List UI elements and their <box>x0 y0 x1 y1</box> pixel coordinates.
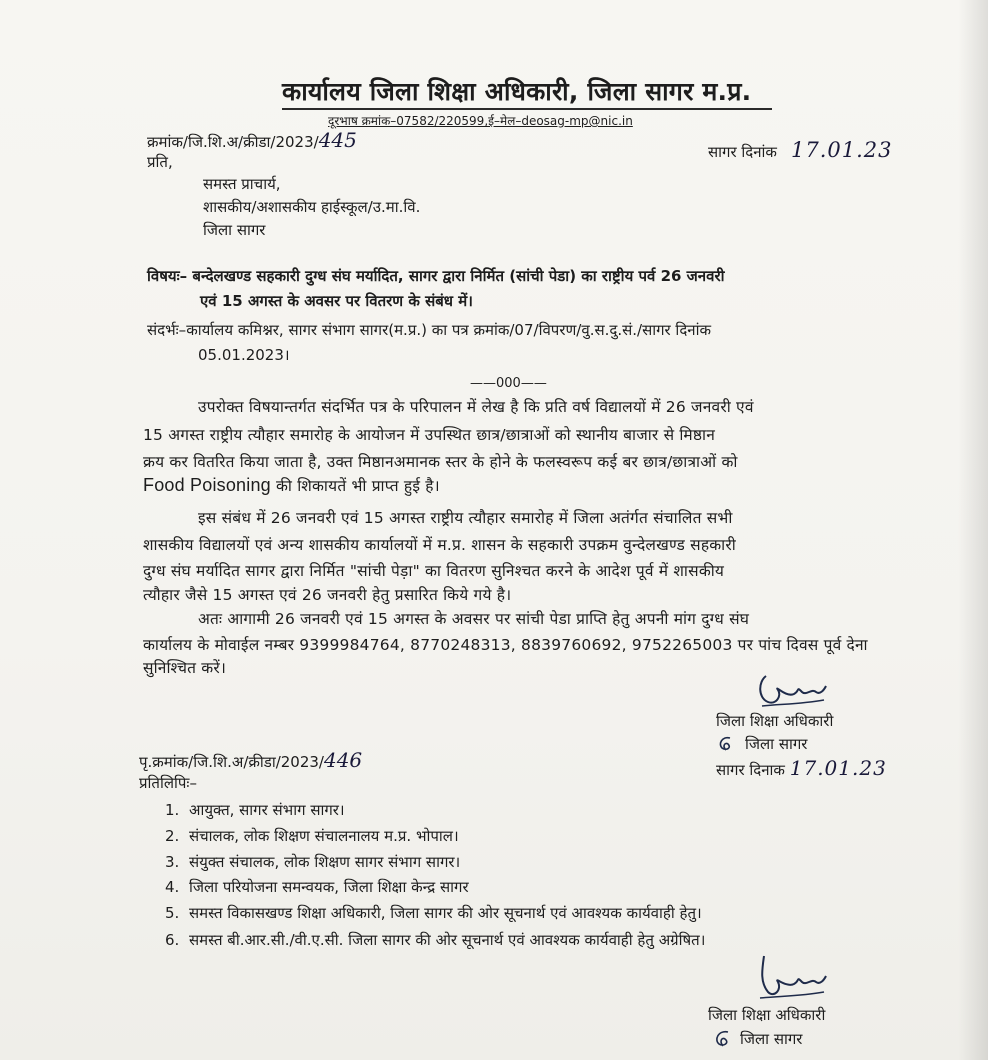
copy-item-num: 2. <box>165 827 180 845</box>
copy-item-text: समस्त बी.आर.सी./वी.ए.सी. जिला सागर की ओर सूचनार्थ एवं आवश्यक कार्यवाही हेतु अग्रेषित। <box>189 931 706 949</box>
para3-line-2: कार्यालय के मोवाईल नम्बर 9399984764, 8770248313, 8839760692, 9752265003 पर पांच दिवस पूर्व देना <box>143 636 868 654</box>
prati-label: प्रति, <box>147 153 173 171</box>
copy-ref-prefix: पृ.क्रमांक/जि.शि.अ/क्रीडा/2023/ <box>139 753 324 771</box>
para1-line-2: 15 अगस्त राष्ट्रीय त्यौहार समारोह के आयोजन में उपस्थित छात्र/छात्राओं को स्थानीय बाजार से मिष्ठान <box>143 426 716 444</box>
subject-line-2: एवं 15 अगस्त के अवसर पर वितरण के संबंध में। <box>200 292 473 310</box>
reference-label: संदर्भः– <box>147 321 187 339</box>
copy-item-num: 5. <box>165 904 180 922</box>
copy-item-1 <box>165 800 345 820</box>
initial-mark-1-icon <box>716 734 736 754</box>
copy-item-text: संयुक्त संचालक, लोक शिक्षण सागर संभाग सागर। <box>189 853 461 871</box>
copy-item-6 <box>165 930 705 950</box>
para3-line-1: अतः आगामी 26 जनवरी एवं 15 अगस्त के अवसर पर सांची पेडा प्राप्ति हेतु अपनी मांग दुग्ध संघ <box>198 610 750 628</box>
para2-line-3: दुग्ध संघ मर्यादित सागर द्वारा निर्मित "सांची पेड़ा" का वितरण सुनिश्चत करने के आदेश पूर्व में शासकीय <box>143 562 725 580</box>
copy-item-text: जिला परियोजना समन्वयक, जिला शिक्षा केन्द्र सागर <box>189 878 469 896</box>
signature-1-district: जिला सागर <box>745 735 808 753</box>
reference-line-2: 05.01.2023। <box>198 346 290 364</box>
subject-label: विषयः– <box>147 267 188 285</box>
signature-2-district: जिला सागर <box>740 1030 803 1048</box>
copy-item-4 <box>165 877 469 897</box>
sig1-date-handwritten: 17.01.23 <box>789 756 887 780</box>
reference-text-1: कार्यालय कमिश्नर, सागर संभाग सागर(म.प्र.) का पत्र क्रमांक/07/विपरण/वु.स.दु.सं./सागर दिनांक <box>186 321 712 339</box>
letter-date <box>708 138 892 162</box>
date-handwritten: 17.01.23 <box>790 138 893 162</box>
addressee-line-3: जिला सागर <box>203 221 266 239</box>
copy-item-text: समस्त विकासखण्ड शिक्षा अधिकारी, जिला सागर की ओर सूचनार्थ एवं आवश्यक कार्यवाही हेतु। <box>189 904 702 922</box>
signature-1-designation: जिला शिक्षा अधिकारी <box>716 712 834 730</box>
copy-item-num: 6. <box>165 931 180 949</box>
copy-item-num: 4. <box>165 878 180 896</box>
signature-1-icon <box>752 668 832 710</box>
food-poisoning-text: Food Poisoning <box>143 475 271 495</box>
para1-end: की शिकायतें भी प्राप्त हुई है। <box>276 477 440 495</box>
subject-text-1: बन्देलखण्ड सहकारी दुग्ध संघ मर्यादित, सागर द्वारा निर्मित (सांची पेडा) का राष्ट्रीय पर्व 26 जनवरी <box>192 267 725 285</box>
copy-item-text: संचालक, लोक शिक्षण संचालनालय म.प्र. भोपाल। <box>189 827 459 845</box>
office-title: कार्यालय जिला शिक्षा अधिकारी, जिला सागर म.प्र. <box>282 77 752 106</box>
para1-line-4 <box>143 474 440 496</box>
addressee-line-1: समस्त प्राचार्य, <box>203 175 281 193</box>
subject-line-1 <box>147 264 724 288</box>
title-underline <box>282 108 772 110</box>
page-edge-shadow <box>958 0 988 1060</box>
ref-number-handwritten: 445 <box>318 128 357 152</box>
reference-line-1 <box>147 318 711 342</box>
date-label: सागर दिनांक <box>708 143 777 161</box>
contact-text: दूरभाष क्रमांक–07582/220599,ई–मेल–deosag-mp@nic.in <box>328 114 633 128</box>
contact-line <box>328 112 633 129</box>
sig1-date-label: सागर दिनाक <box>716 761 785 779</box>
separator: ——000—— <box>470 376 547 391</box>
copy-ref-number-handwritten: 446 <box>323 748 363 772</box>
para1-line-1: उपरोक्त विषयान्तर्गत संदर्भित पत्र के परिपालन में लेख है कि प्रति वर्ष विद्यालयों में 26 जनवरी एवं <box>198 398 754 416</box>
copy-item-text: आयुक्त, सागर संभाग सागर। <box>189 801 345 819</box>
para2-line-1: इस संबंध में 26 जनवरी एवं 15 अगस्त राष्ट्रीय त्यौहार समारोह में जिला अतंर्गत संचालित सभी <box>198 509 733 527</box>
ref-prefix: क्रमांक/जि.शि.अ/क्रीडा/2023/ <box>147 133 319 151</box>
signature-2-icon <box>752 952 832 1004</box>
signature-2-designation: जिला शिक्षा अधिकारी <box>708 1006 826 1024</box>
reference-number <box>147 128 357 152</box>
signature-1-date <box>716 756 887 780</box>
para2-line-2: शासकीय विद्यालयों एवं अन्य शासकीय कार्यालयों में म.प्र. शासन के सहकारी उपक्रम वुन्देलखण्ड सहकारी <box>143 536 736 554</box>
addressee-line-2: शासकीय/अशासकीय हाईस्कूल/उ.मा.वि. <box>203 198 421 216</box>
copy-item-5 <box>165 903 702 923</box>
copy-reference-number <box>139 748 362 772</box>
para2-line-4: त्यौहार जैसे 15 अगस्त एवं 26 जनवरी हेतु प्रसारित किये गये है। <box>143 586 512 604</box>
copy-item-num: 3. <box>165 853 180 871</box>
copy-item-3 <box>165 852 460 872</box>
copy-item-2 <box>165 826 459 846</box>
copy-item-num: 1. <box>165 801 180 819</box>
para1-line-3: क्रय कर वितरित किया जाता है, उक्त मिष्ठानअमानक स्तर के होने के फलस्वरूप कई बर छात्र/छात्राओं को <box>143 453 738 471</box>
initial-mark-2-icon <box>712 1028 734 1050</box>
para3-line-3: सुनिश्चित करें। <box>143 659 227 677</box>
copy-label: प्रतिलिपिः– <box>139 774 197 792</box>
